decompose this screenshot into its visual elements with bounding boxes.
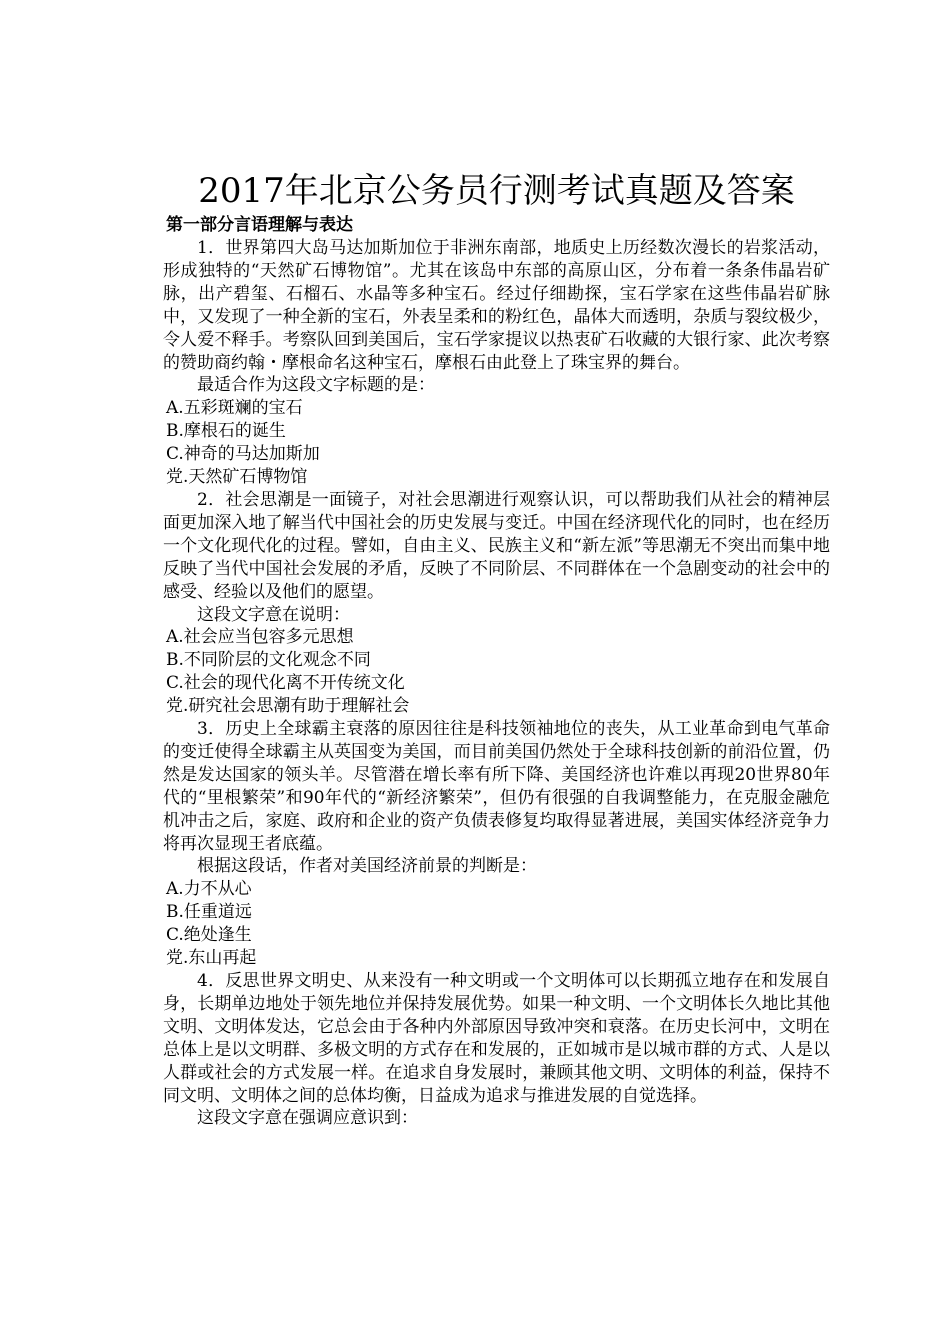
answer-option: B.任重道远 — [166, 902, 252, 923]
answer-option: A.社会应当包容多元思想 — [166, 627, 354, 648]
answer-option: C.社会的现代化离不开传统文化 — [166, 673, 405, 694]
answer-option: 党.东山再起 — [166, 948, 257, 969]
document-title: 2017年北京公务员行测考试真题及答案 — [198, 171, 795, 211]
question-prompt: 这段文字意在说明： — [197, 604, 350, 625]
answer-option: 党.天然矿石博物馆 — [166, 467, 308, 488]
question-prompt: 最适合作为这段文字标题的是： — [197, 375, 435, 396]
question-passage: 2．社会思潮是一面镜子，对社会思潮进行观察认识，可以帮助我们从社会的精神层面更加深入地了解当代中国社会的历史发展与变迁。中国在经济现代化的同时，也在经历一个文化现代化的过程。譬如，自由主义、民族主义和“新左派”等思潮无不突出而集中地反映了当代中国社会发展的矛盾，反映了不同阶层、不同群体在一个急剧变动的社会中的感受、经验以及他们的愿望。 — [163, 489, 830, 602]
document-page — [163, 170, 830, 1130]
question-1 — [163, 237, 830, 489]
answer-option: C.绝处逢生 — [166, 925, 252, 946]
section-heading: 第一部分言语理解与表达 — [166, 215, 353, 235]
question-passage: 3．历史上全球霸主衰落的原因往往是科技领袖地位的丧失，从工业革命到电气革命的变迁使得全球霸主从英国变为美国，而目前美国仍然处于全球科技创新的前沿位置，仍然是发达国家的领头羊。尽管潜在增长率有所下降、美国经济也许难以再现20世界80年代的“里根繁荣”和90年代的“新经济繁荣”，但仍有很强的自我调整能力，在克服金融危机冲击之后，家庭、政府和企业的资产负债表修复均取得显著进展，美国实体经济竞争力将再次显现王者底蕴。 — [163, 719, 830, 854]
question-3 — [163, 718, 830, 970]
question-prompt: 根据这段话，作者对美国经济前景的判断是： — [197, 856, 537, 877]
answer-option: B.不同阶层的文化观念不同 — [166, 650, 371, 671]
question-passage: 4．反思世界文明史、从来没有一种文明或一个文明体可以长期孤立地存在和发展自身，长期单边地处于领先地位并保持发展优势。如果一种文明、一个文明体长久地比其他文明、文明体发达，它总会由于各种内外部原因导致冲突和衰落。在历史长河中，文明在总体上是以文明群、多极文明的方式存在和发展的，正如城市是以城市群的方式、人是以人群或社会的方式发展一样。在追求自身发展时，兼顾其他文明、文明体的利益，保持不同文明、文明体之间的总体均衡，日益成为追求与推进发展的自觉选择。 — [163, 971, 830, 1106]
answer-option: A.力不从心 — [166, 879, 252, 900]
question-2 — [163, 489, 830, 718]
answer-option: B.摩根石的诞生 — [166, 421, 286, 442]
answer-option: A.五彩斑斓的宝石 — [166, 398, 303, 419]
question-4 — [163, 970, 830, 1130]
answer-option: C.神奇的马达加斯加 — [166, 444, 320, 465]
question-passage: 1．世界第四大岛马达加斯加位于非洲东南部，地质史上历经数次漫长的岩浆活动，形成独特的“天然矿石博物馆”。尤其在该岛中东部的高原山区，分布着一条条伟晶岩矿脉，出产碧玺、石榴石、水晶等多种宝石。经过仔细勘探，宝石学家在这些伟晶岩矿脉中，又发现了一种全新的宝石，外表呈柔和的粉红色，晶体大而透明，杂质与裂纹极少，令人爱不释手。考察队回到美国后，宝石学家提议以热衷矿石收藏的大银行家、此次考察的赞助商约翰・摩根命名这种宝石，摩根石由此登上了珠宝界的舞台。 — [163, 238, 830, 373]
question-prompt: 这段文字意在强调应意识到： — [197, 1108, 418, 1129]
answer-option: 党.研究社会思潮有助于理解社会 — [166, 696, 410, 717]
